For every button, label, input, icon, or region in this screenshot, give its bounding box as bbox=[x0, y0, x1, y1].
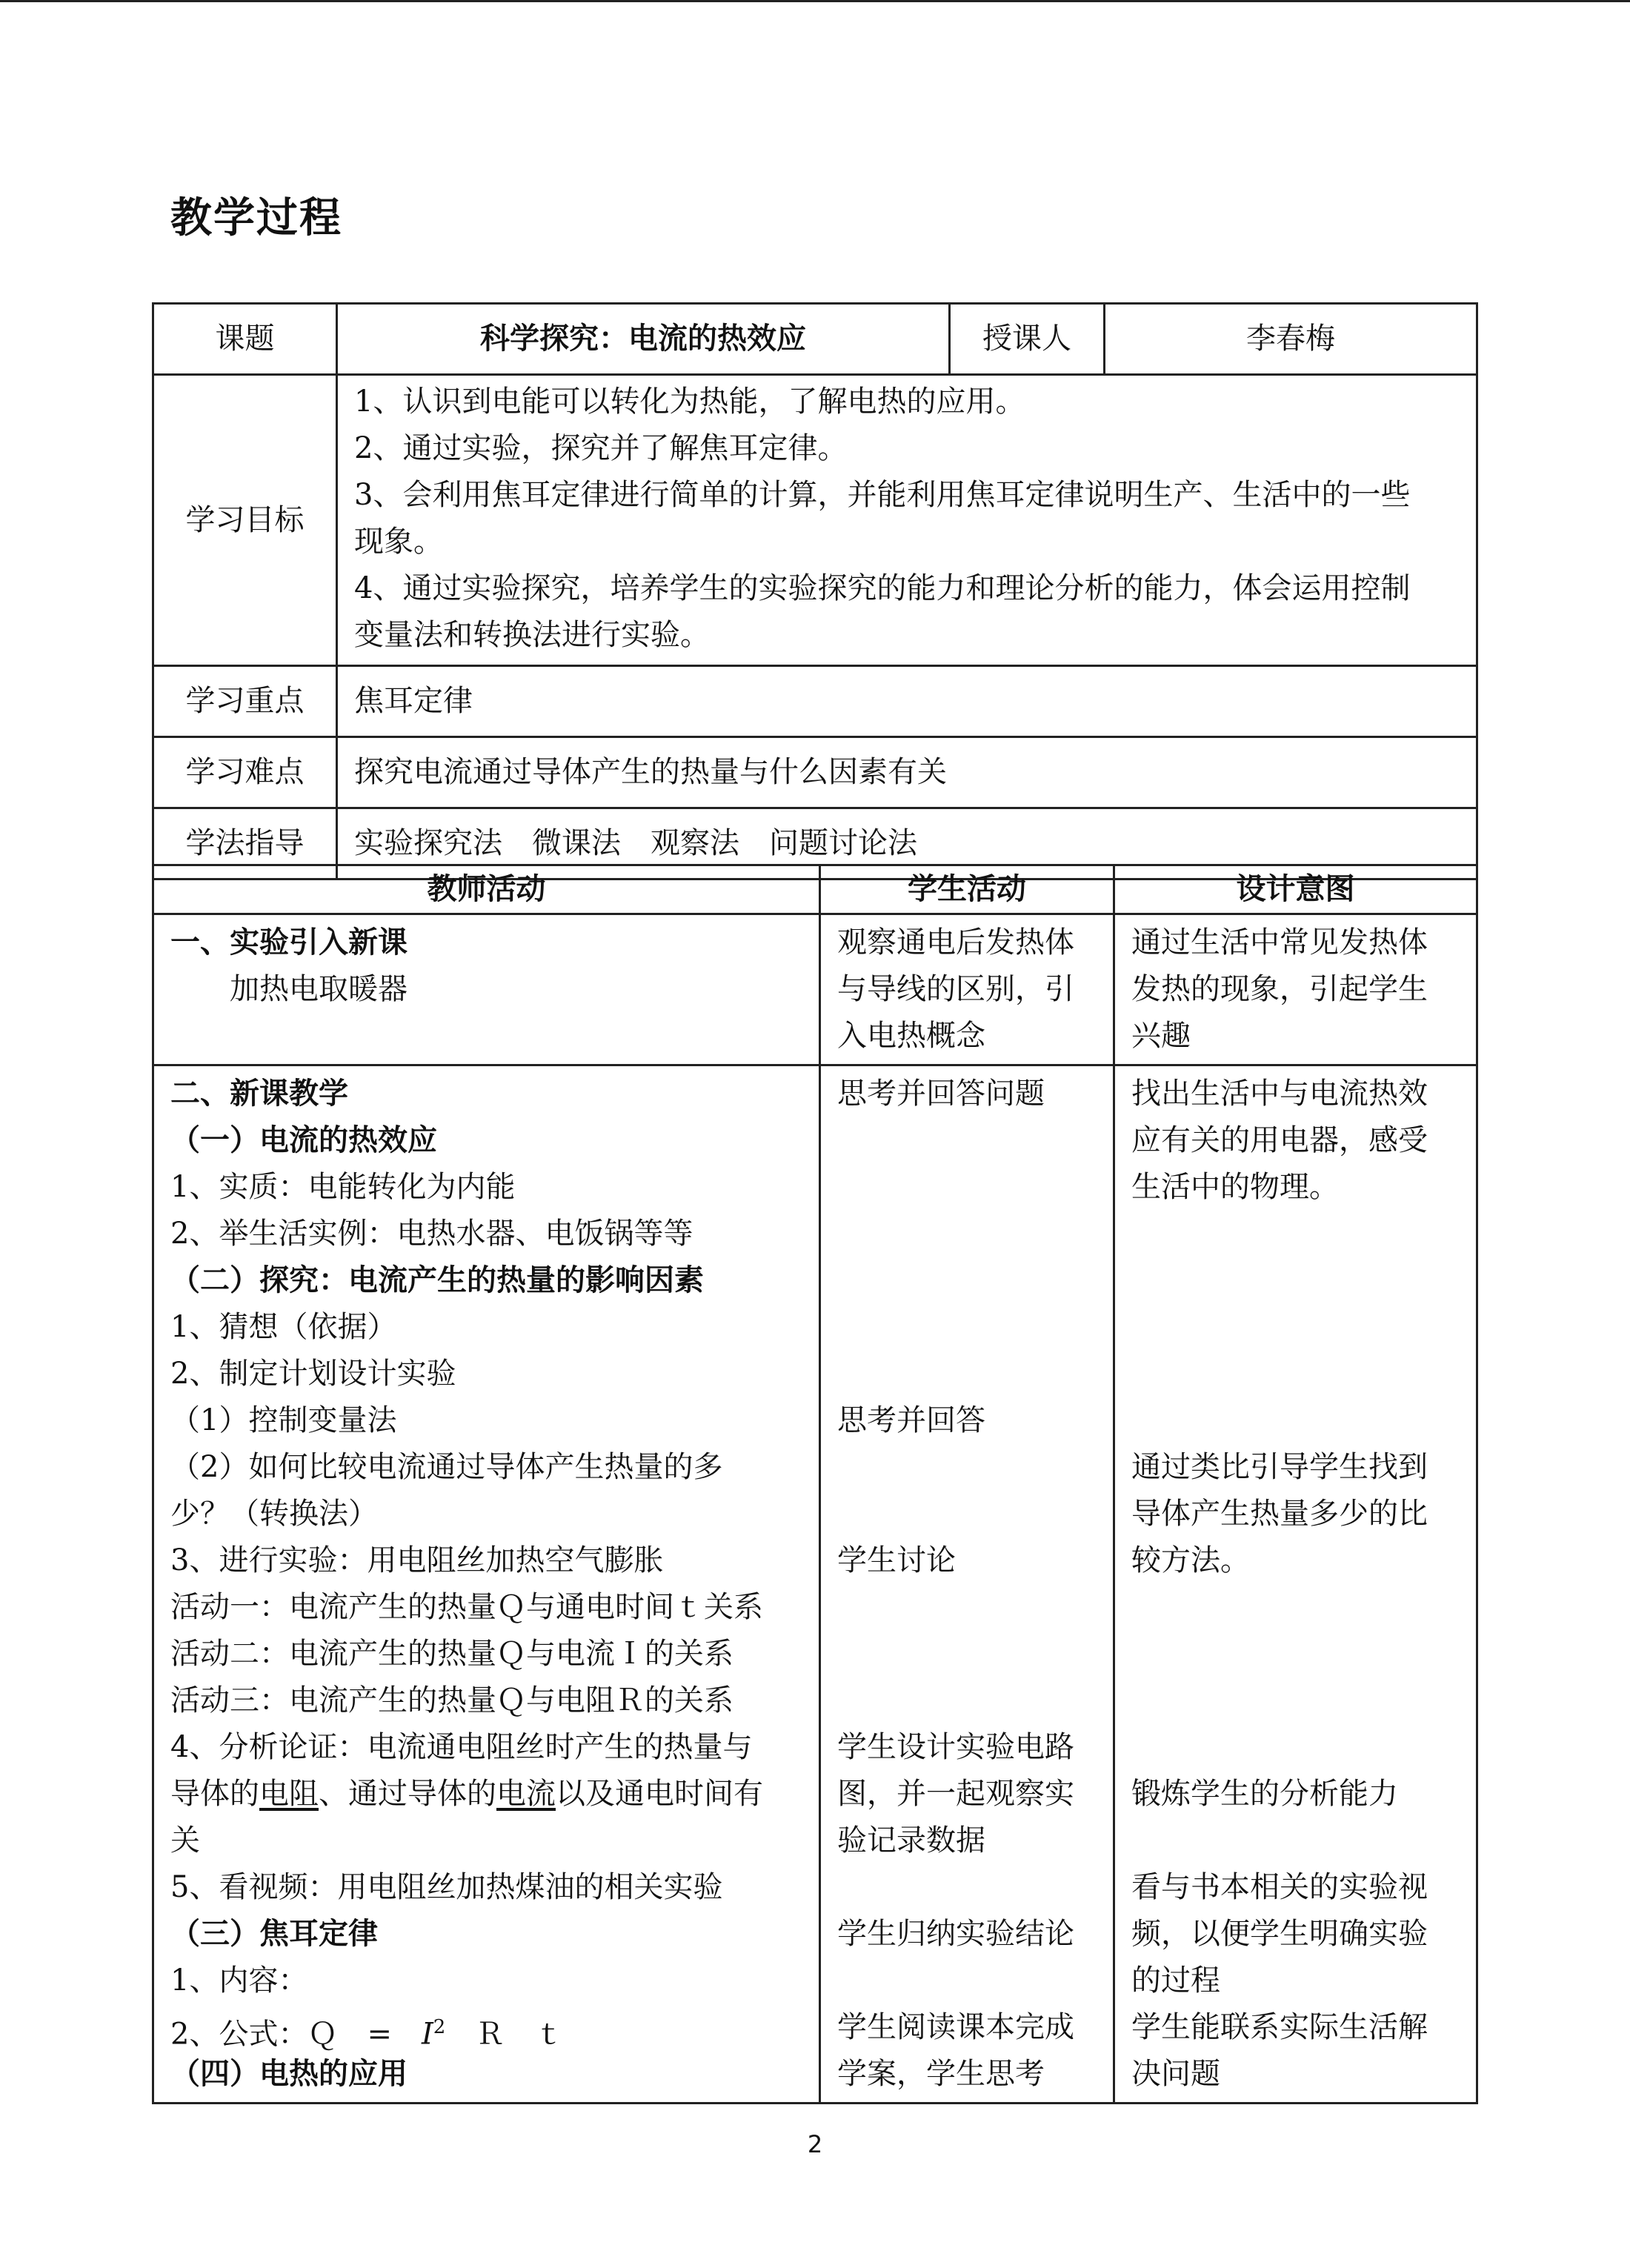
column-header-teacher: 教师活动 bbox=[153, 865, 820, 914]
design-line: 决问题 bbox=[1131, 2057, 1220, 2091]
spacer bbox=[837, 1257, 1102, 1304]
teacher-line: 活动一：电流产生的热量Ｑ与通电时间ｔ关系 bbox=[170, 1590, 763, 1624]
design-line: 发热的现象，引起学生 bbox=[1131, 972, 1428, 1006]
spacer bbox=[837, 1304, 1102, 1351]
page-number: 2 bbox=[807, 2130, 823, 2158]
student-line: 图，并一起观察实 bbox=[837, 1777, 1074, 1811]
underlined-term: 电流 bbox=[496, 1777, 556, 1811]
objective-item: 2、通过实验，探究并了解焦耳定律。 bbox=[354, 431, 848, 465]
teacher-line: 2、制定计划设计实验 bbox=[170, 1357, 456, 1391]
design-line: 看与书本相关的实验视 bbox=[1131, 1870, 1428, 1904]
difficulty-label: 学习难点 bbox=[153, 737, 337, 808]
section2-student-cell bbox=[820, 1065, 1114, 2104]
top-border-line bbox=[0, 0, 1630, 2]
design-line: 较方法。 bbox=[1131, 1543, 1250, 1577]
spacer bbox=[1131, 1724, 1466, 1771]
key-point-label: 学习重点 bbox=[153, 666, 337, 737]
design-line: 应有关的用电器，感受 bbox=[1131, 1123, 1428, 1157]
student-line: 思考并回答 bbox=[837, 1403, 985, 1437]
formula-current: I bbox=[421, 2017, 433, 2052]
student-line: 学案，学生思考 bbox=[837, 2057, 1045, 2091]
subsection-heading: （三）焦耳定律 bbox=[170, 1917, 378, 1951]
section1-teacher-cell bbox=[153, 914, 820, 1065]
design-line: 频，以便学生明确实验 bbox=[1131, 1917, 1428, 1951]
formula-line bbox=[170, 2004, 808, 2051]
student-line: 学生归纳实验结论 bbox=[837, 1917, 1074, 1951]
student-line: 学生阅读课本完成 bbox=[837, 2010, 1074, 2044]
key-point-value: 焦耳定律 bbox=[337, 666, 1477, 737]
formula-suffix: Ｒ ｔ bbox=[445, 2017, 565, 2052]
column-header-student: 学生活动 bbox=[820, 865, 1114, 914]
teacher-line: （2）如何比较电流通过导体产生热量的多 bbox=[170, 1450, 723, 1484]
student-line: 学生讨论 bbox=[837, 1543, 956, 1577]
objective-item: 现象。 bbox=[354, 525, 443, 559]
spacer bbox=[1131, 1304, 1466, 1351]
topic-row bbox=[153, 304, 1477, 375]
text-fragment: 以及通电时间有 bbox=[556, 1777, 763, 1811]
teacher-line: 2、举生活实例：电热水器、电饭锅等等 bbox=[170, 1217, 693, 1251]
spacer bbox=[837, 1864, 1102, 1911]
objective-item: 变量法和转换法进行实验。 bbox=[354, 618, 710, 652]
spacer bbox=[1131, 1818, 1466, 1864]
subsection-heading: （四）电热的应用 bbox=[170, 2057, 408, 2091]
spacer bbox=[1131, 1631, 1466, 1677]
section1-heading: 一、实验引入新课 bbox=[170, 925, 408, 960]
method-label: 学法指导 bbox=[153, 808, 337, 879]
page-title: 教学过程 bbox=[170, 194, 342, 242]
lesson-info-table bbox=[152, 302, 1478, 880]
student-line: 学生设计实验电路 bbox=[837, 1730, 1074, 1764]
teacher-line: （1）控制变量法 bbox=[170, 1403, 397, 1437]
key-point-row bbox=[153, 666, 1477, 737]
objectives-list bbox=[337, 375, 1477, 666]
activity-table bbox=[152, 864, 1478, 2104]
spacer bbox=[1131, 1257, 1466, 1304]
design-line: 学生能联系实际生活解 bbox=[1131, 2010, 1428, 2044]
column-header-design: 设计意图 bbox=[1114, 865, 1477, 914]
design-line: 找出生活中与电流热效 bbox=[1131, 1077, 1428, 1111]
design-line: 锻炼学生的分析能力 bbox=[1131, 1777, 1398, 1811]
teacher-line: 关 bbox=[170, 1823, 200, 1858]
spacer bbox=[837, 1211, 1102, 1257]
text-fragment: 导体的 bbox=[170, 1777, 259, 1811]
underlined-term: 电阻 bbox=[259, 1777, 319, 1811]
formula-prefix: 2、公式：Ｑ = bbox=[170, 2017, 422, 2052]
section1-line: 加热电取暖器 bbox=[230, 972, 408, 1006]
section2-design-cell bbox=[1114, 1065, 1477, 2104]
spacer bbox=[1131, 1677, 1466, 1724]
design-line: 兴趣 bbox=[1131, 1019, 1191, 1053]
spacer bbox=[837, 1958, 1102, 2004]
spacer bbox=[837, 1677, 1102, 1724]
section1-student-cell bbox=[820, 914, 1114, 1065]
design-line: 的过程 bbox=[1131, 1963, 1220, 1998]
teacher-line: 4、分析论证：电流通电阻丝时产生的热量与 bbox=[170, 1730, 753, 1764]
objective-item: 1、认识到电能可以转化为热能，了解电热的应用。 bbox=[354, 385, 1025, 419]
spacer bbox=[1131, 1397, 1466, 1444]
student-line: 与导线的区别，引 bbox=[837, 972, 1074, 1006]
design-line: 导体产生热量多少的比 bbox=[1131, 1497, 1428, 1531]
teacher-line-underlined bbox=[170, 1771, 808, 1818]
objectives-row bbox=[153, 375, 1477, 666]
formula-exponent: 2 bbox=[433, 2016, 446, 2038]
spacer bbox=[837, 1491, 1102, 1537]
spacer bbox=[837, 1351, 1102, 1397]
difficulty-value: 探究电流通过导体产生的热量与什么因素有关 bbox=[337, 737, 1477, 808]
student-line: 观察通电后发热体 bbox=[837, 925, 1074, 960]
student-line: 思考并回答问题 bbox=[837, 1077, 1045, 1111]
topic-value: 科学探究：电流的热效应 bbox=[337, 304, 950, 375]
teacher-line: 3、进行实验：用电阻丝加热空气膨胀 bbox=[170, 1543, 664, 1577]
text-fragment: 、通过导体的 bbox=[319, 1777, 496, 1811]
section2-heading: 二、新课教学 bbox=[170, 1077, 348, 1111]
section2-row bbox=[153, 1065, 1477, 2104]
section1-design-cell bbox=[1114, 914, 1477, 1065]
spacer bbox=[1131, 1211, 1466, 1257]
spacer bbox=[1131, 1351, 1466, 1397]
spacer bbox=[837, 1117, 1102, 1164]
column-header-row bbox=[153, 865, 1477, 914]
teacher-label: 授课人 bbox=[950, 304, 1105, 375]
spacer bbox=[837, 1631, 1102, 1677]
student-line: 入电热概念 bbox=[837, 1019, 985, 1053]
objective-item: 3、会利用焦耳定律进行简单的计算，并能利用焦耳定律说明生产、生活中的一些 bbox=[354, 478, 1411, 512]
design-line: 生活中的物理。 bbox=[1131, 1170, 1339, 1204]
section1-row bbox=[153, 914, 1477, 1065]
design-line: 通过生活中常见发热体 bbox=[1131, 925, 1428, 960]
difficulty-row bbox=[153, 737, 1477, 808]
topic-label: 课题 bbox=[153, 304, 337, 375]
spacer bbox=[837, 1584, 1102, 1631]
design-line: 通过类比引导学生找到 bbox=[1131, 1450, 1428, 1484]
section2-teacher-cell bbox=[153, 1065, 820, 2104]
teacher-line: 活动三：电流产生的热量Ｑ与电阻Ｒ的关系 bbox=[170, 1683, 734, 1717]
objective-item: 4、通过实验探究，培养学生的实验探究的能力和理论分析的能力，体会运用控制 bbox=[354, 571, 1411, 605]
subsection-heading: （一）电流的热效应 bbox=[170, 1123, 437, 1157]
teacher-line: 1、实质：电能转化为内能 bbox=[170, 1170, 516, 1204]
teacher-line: 活动二：电流产生的热量Ｑ与电流Ｉ的关系 bbox=[170, 1637, 734, 1671]
method-value: 实验探究法 微课法 观察法 问题讨论法 bbox=[337, 808, 1477, 879]
teacher-value: 李春梅 bbox=[1105, 304, 1477, 375]
spacer bbox=[1131, 1584, 1466, 1631]
student-line: 验记录数据 bbox=[837, 1823, 985, 1858]
teacher-line: 少？（转换法） bbox=[170, 1497, 378, 1531]
teacher-line: 1、猜想（依据） bbox=[170, 1310, 397, 1344]
teacher-line: 5、看视频：用电阻丝加热煤油的相关实验 bbox=[170, 1870, 723, 1904]
teacher-line: 1、内容： bbox=[170, 1963, 308, 1998]
spacer bbox=[837, 1164, 1102, 1211]
objectives-label: 学习目标 bbox=[153, 375, 337, 666]
spacer bbox=[837, 1444, 1102, 1491]
subsection-heading: （二）探究：电流产生的热量的影响因素 bbox=[170, 1263, 704, 1297]
